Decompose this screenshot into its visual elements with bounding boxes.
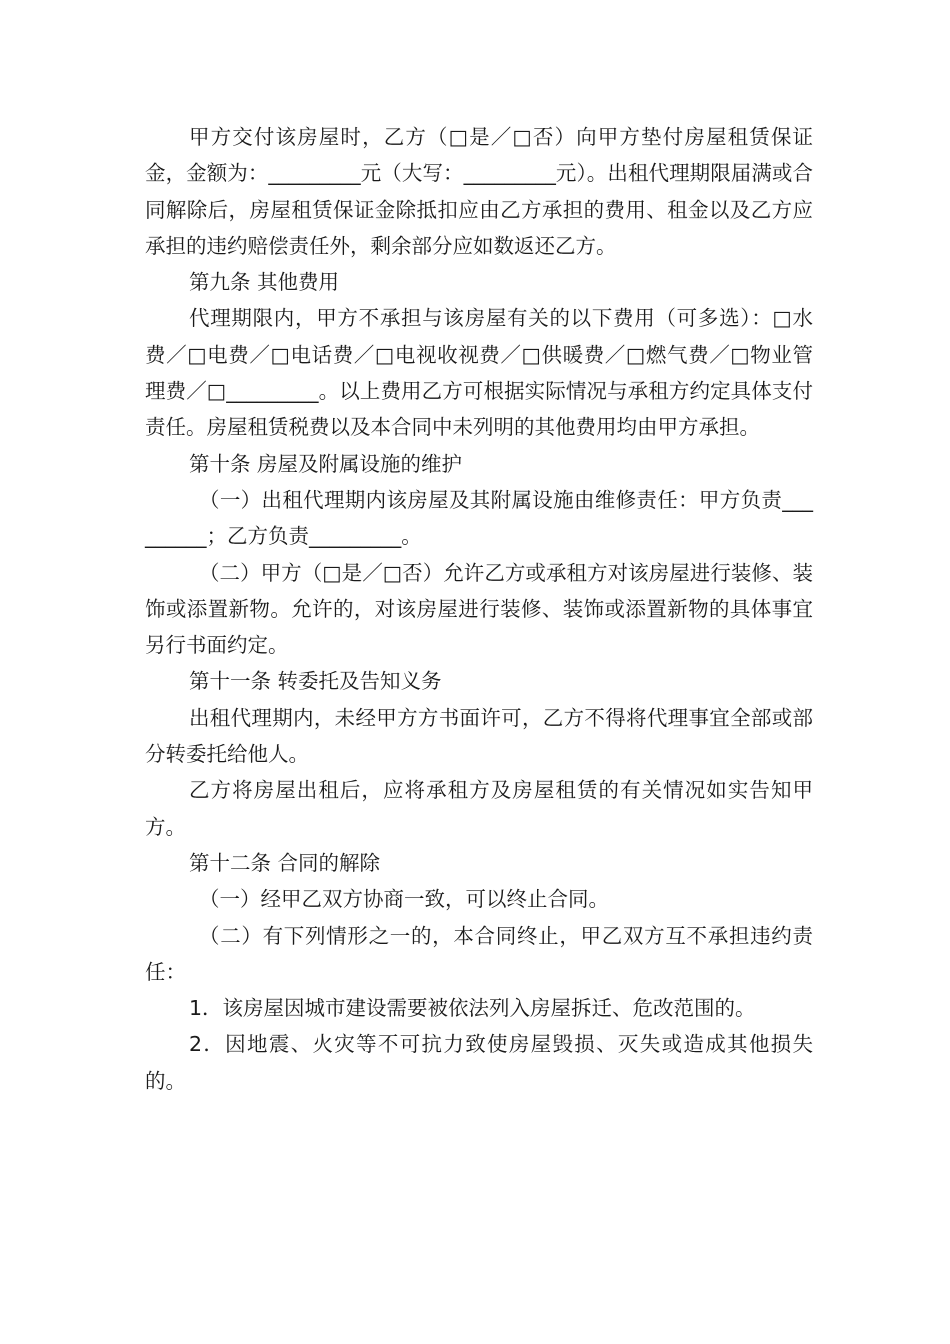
- paragraph-other-fees: 代理期限内，甲方不承担与该房屋有关的以下费用（可多选）：□水费／□电费／□电话费／□电视收视费／□供暖费／□燃气费／□物业管理费／□_________。以上费用乙方可根据实际情况与承租方约定具体支付责任。房屋租赁税费以及本合同中未列明的其他费用均由甲方承担。: [145, 306, 813, 440]
- clause-12-2: （二）有下列情形之一的，本合同终止，甲乙双方互不承担违约责任：: [145, 923, 813, 984]
- paragraph-no-subdelegation: 出租代理期内，未经甲方方书面许可，乙方不得将代理事宜全部或部分转委托给他人。: [145, 705, 813, 767]
- article-11-heading: 第十一条 转委托及告知义务: [189, 669, 442, 694]
- list-item-2: 2．因地震、火灾等不可抗力致使房屋毁损、灭失或造成其他损失的。: [145, 1032, 813, 1093]
- clause-10-2: （二）甲方（□是／□否）允许乙方或承租方对该房屋进行装修、装饰或添置新物。允许的，对该房屋进行装修、装饰或添置新物的具体事宜另行书面约定。: [145, 560, 813, 658]
- article-10-heading: 第十条 房屋及附属设施的维护: [189, 451, 463, 476]
- paragraph-deposit: 甲方交付该房屋时，乙方（□是／□否）向甲方垫付房屋租赁保证金，金额为：_________元（大写：_________元）。出租代理期限届满或合同解除后，房屋租赁保证金除抵扣应由乙方承担的费用、租金以及乙方应承担的违约赔偿责任外，剩余部分应如数返还乙方。: [145, 125, 813, 258]
- article-9-heading: 第九条 其他费用: [189, 270, 340, 295]
- clause-10-1: （一）出租代理期内该房屋及其附属设施由维修责任：甲方负责_________；乙方负责_________。: [145, 487, 813, 549]
- article-12-heading: 第十二条 合同的解除: [189, 850, 381, 875]
- clause-12-1: （一）经甲乙双方协商一致，可以终止合同。: [199, 887, 609, 912]
- paragraph-notify-party-a: 乙方将房屋出租后，应将承租方及房屋租赁的有关情况如实告知甲方。: [145, 778, 813, 839]
- list-item-1: 1．该房屋因城市建设需要被依法列入房屋拆迁、危改范围的。: [189, 996, 756, 1021]
- document-body: [145, 119, 813, 1099]
